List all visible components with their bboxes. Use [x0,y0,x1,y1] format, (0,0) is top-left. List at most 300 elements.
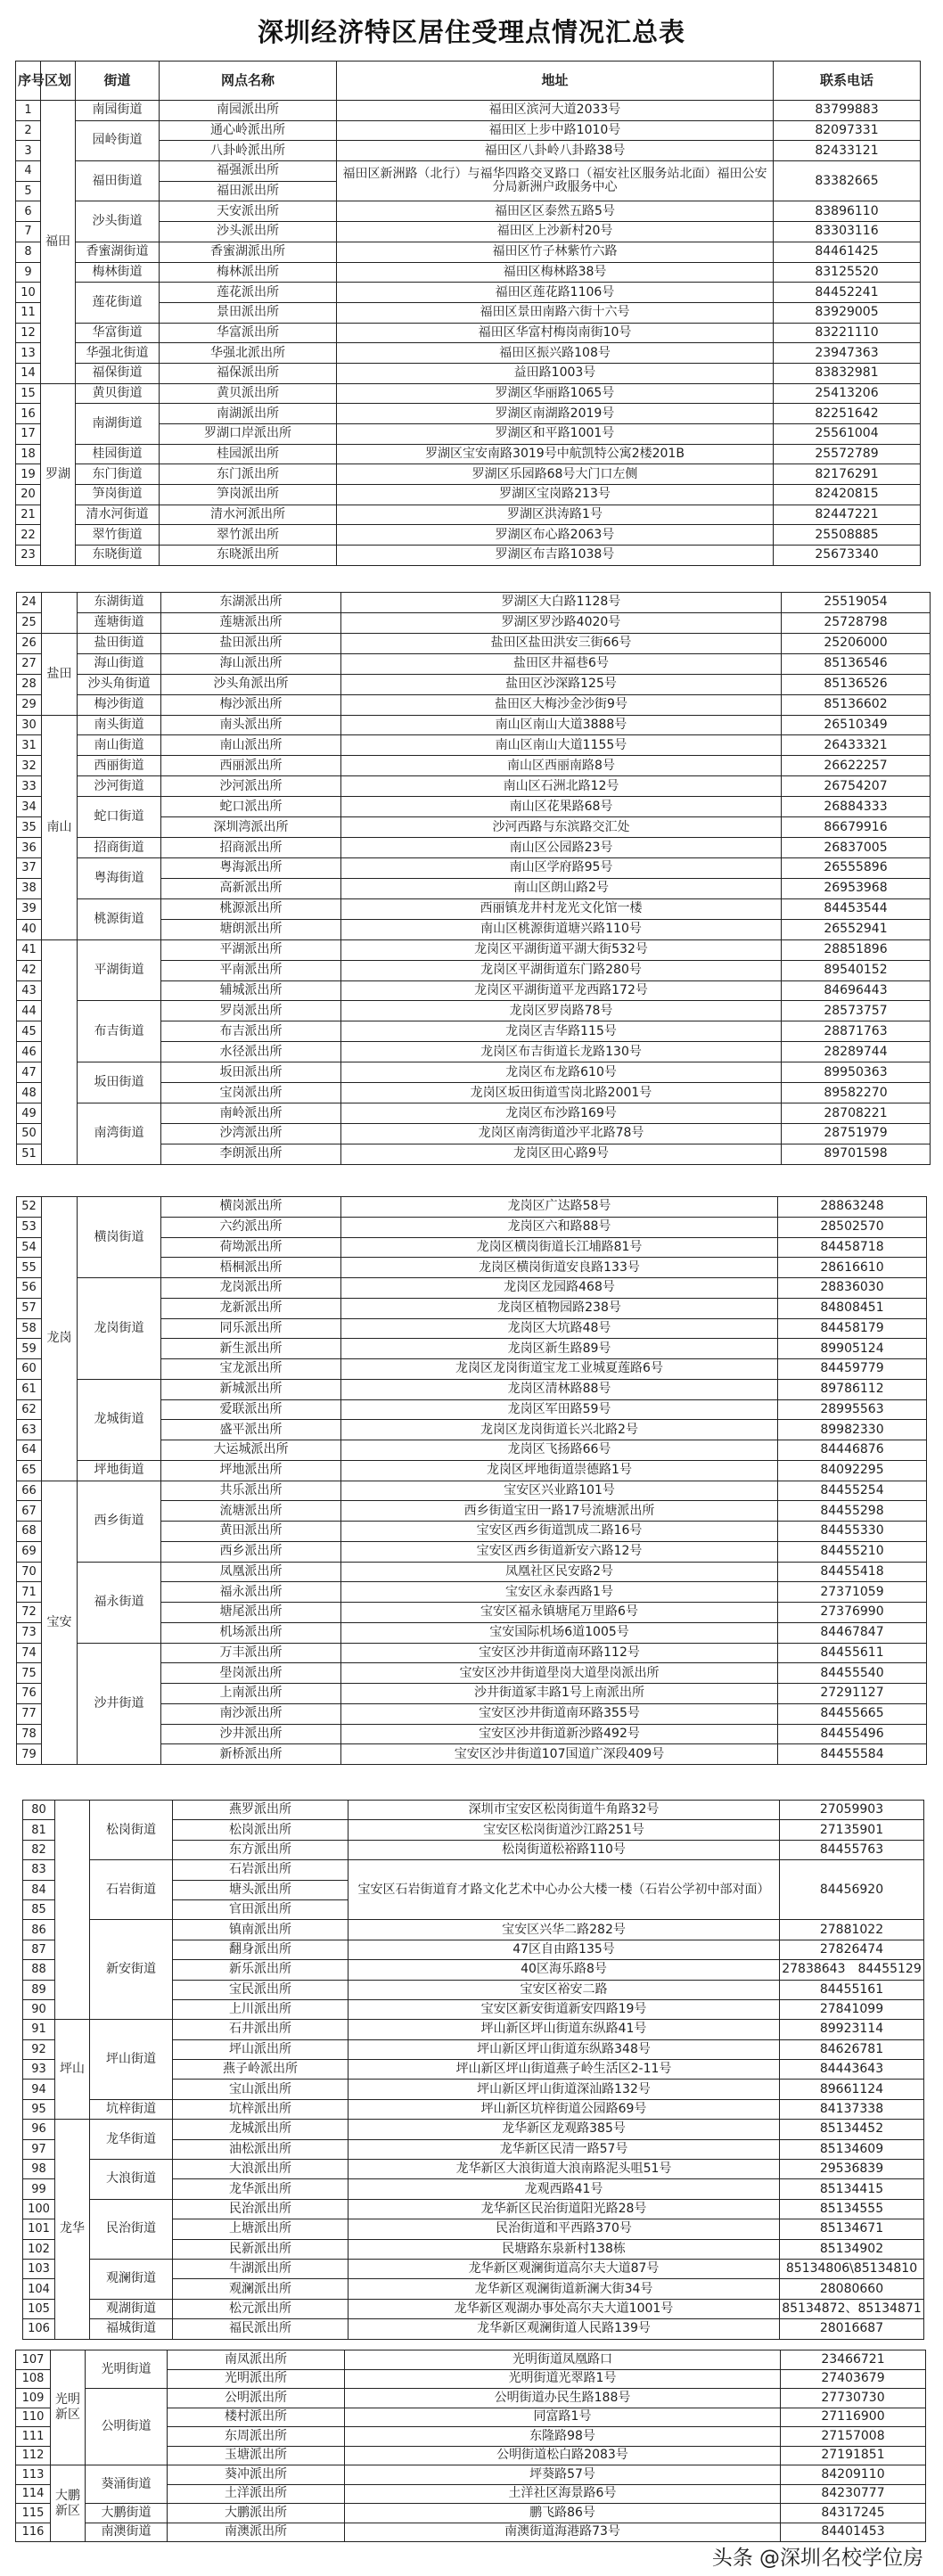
row-number: 73 [17,1622,42,1643]
station-name: 东晓派出所 [160,546,337,566]
row-number: 48 [17,1083,42,1103]
address-cell: 凤凰社区民安路2号 [341,1562,778,1582]
phone-cell: 85134555 [780,2199,924,2219]
station-name: 布吉派出所 [161,1021,341,1042]
district-cell: 南山 [42,715,78,939]
station-name: 清水河派出所 [160,505,337,525]
row-number: 25 [17,612,42,633]
row-number: 3 [16,141,41,161]
address-cell: 东隆路98号 [345,2427,781,2447]
station-name: 共乐派出所 [161,1481,341,1501]
address-cell: 南山区公园路23号 [341,838,782,858]
station-name: 坑梓派出所 [173,2099,348,2119]
phone-cell: 28616610 [778,1258,927,1278]
phone-cell: 84443643 [780,2060,924,2080]
table-header [16,62,921,101]
address-cell: 龙华新区大浪街道大浪南路泥头咀51号 [348,2160,780,2179]
station-name: 平湖派出所 [161,939,341,960]
address-cell: 民治街道和平西路370号 [348,2219,780,2239]
row-number: 105 [23,2299,55,2318]
address-cell: 龙岗区横岗街道安良路133号 [341,1258,778,1278]
phone-cell: 84452241 [774,283,921,303]
row-number: 24 [17,593,42,613]
table-row [16,201,921,222]
station-name: 东湖派出所 [161,593,341,613]
phone-cell: 26754207 [782,776,931,797]
address-cell: 龙岗区横岗街道长江埔路81号 [341,1237,778,1258]
table-row [17,756,931,776]
address-cell: 罗湖区南湖路2019号 [337,404,774,424]
address-cell: 龙华新区观澜街道高尔夫大道87号 [348,2259,780,2278]
address-cell: 龙岗区龙园路468号 [341,1278,778,1299]
street-cell: 南湖街道 [76,404,160,444]
row-number: 35 [17,817,42,838]
table-row [23,1801,924,1820]
district-cell: 坪山 [55,2020,90,2120]
table-row [16,505,921,525]
station-name: 大浪派出所 [173,2160,348,2179]
phone-cell: 86679916 [782,817,931,838]
station-name: 福永派出所 [161,1582,341,1603]
table-row [17,838,931,858]
street-cell: 笋岗街道 [76,485,160,505]
address-cell: 龙岗区南湾街道沙平北路78号 [341,1123,782,1144]
phone-cell: 28751979 [782,1123,931,1144]
row-number: 10 [16,283,41,303]
street-cell: 观澜街道 [90,2259,173,2299]
station-name: 万丰派出所 [161,1643,341,1663]
station-name: 龙华派出所 [173,2179,348,2199]
station-name: 高新派出所 [161,878,341,898]
street-cell: 南湾街道 [78,1103,161,1165]
address-cell: 坪山新区坪山街道燕子岭生活区2-11号 [348,2060,780,2080]
address-cell: 南山区石洲北路12号 [341,776,782,797]
row-number: 29 [17,694,42,715]
station-name: 龙岗派出所 [161,1278,341,1299]
street-cell: 华强北街道 [76,343,160,364]
address-cell: 宝安区永泰西路1号 [341,1582,778,1603]
table-row [23,1920,924,1940]
row-number: 22 [16,525,41,546]
station-name: 光明派出所 [168,2369,345,2389]
table-row [16,343,921,364]
row-number: 41 [17,939,42,960]
district-cell: 罗湖 [41,383,76,565]
address-cell: 龙岗区坂田街道雪岗北路2001号 [341,1083,782,1103]
phone-cell: 25728798 [782,612,931,633]
address-cell: 福田区莲花路1106号 [337,283,774,303]
district-cell [42,593,78,634]
row-number: 104 [23,2279,55,2299]
station-name: 李朗派出所 [161,1144,341,1164]
station-name: 油松派出所 [173,2139,348,2159]
address-cell: 龙岗区布吉街道长龙路130号 [341,1042,782,1062]
station-name: 东周派出所 [168,2427,345,2447]
row-number: 102 [23,2239,55,2259]
row-number: 74 [17,1643,42,1663]
row-number: 70 [17,1562,42,1582]
phone-cell: 84209110 [781,2465,926,2485]
street-cell: 南头街道 [78,715,161,735]
street-cell: 布吉街道 [78,1001,161,1062]
address-cell: 宝安区沙井街道壆岗大道壆岗派出所 [341,1663,778,1684]
address-cell: 宝安区西乡街道凯成二路16号 [341,1522,778,1542]
row-number: 23 [16,546,41,566]
street-cell: 香蜜湖街道 [76,242,160,262]
station-name: 八卦岭派出所 [160,141,337,161]
page-title: 深圳经济特区居住受理点情况汇总表 [257,17,685,47]
table-row [16,525,921,546]
phone-cell: 85136526 [782,674,931,694]
station-name: 横岗派出所 [161,1197,341,1218]
address-cell: 罗湖区华丽路1065号 [337,383,774,404]
row-number: 55 [17,1258,42,1278]
row-number: 69 [17,1541,42,1562]
station-name: 机场派出所 [161,1622,341,1643]
station-name: 梧桐派出所 [161,1258,341,1278]
station-name: 盛平派出所 [161,1420,341,1440]
row-number: 20 [16,485,41,505]
station-name: 平南派出所 [161,960,341,980]
station-name: 上川派出所 [173,1999,348,2019]
station-name: 新桥派出所 [161,1744,341,1765]
row-number: 107 [16,2350,51,2370]
street-cell: 坑梓街道 [90,2099,173,2119]
row-number: 64 [17,1440,42,1461]
table-section [15,61,921,566]
row-number: 65 [17,1460,42,1481]
street-cell: 粤海街道 [78,857,161,898]
street-cell: 梅林街道 [76,262,160,283]
table-row [23,1860,924,1880]
address-cell: 南山区南山大道3888号 [341,715,782,735]
street-cell: 西丽街道 [78,756,161,776]
phone-cell: 26837005 [782,838,931,858]
row-number: 7 [16,222,41,242]
row-number: 63 [17,1420,42,1440]
row-number: 52 [17,1197,42,1218]
row-number: 32 [17,756,42,776]
phone-cell: 89923114 [780,2020,924,2039]
station-name: 黄贝派出所 [160,383,337,404]
phone-cell: 84696443 [782,980,931,1001]
street-cell: 石岩街道 [90,1860,173,1920]
phone-cell: 27838643 84455129 [780,1960,924,1980]
address-cell: 沙井街道冢丰路1号上南派出所 [341,1684,778,1704]
address-cell: 龙岗区坪地街道崇德路1号 [341,1460,778,1481]
address-cell: 龙岗区清林路88号 [341,1379,778,1399]
station-name: 塘尾派出所 [161,1603,341,1623]
station-name: 凤凰派出所 [161,1562,341,1582]
row-number: 109 [16,2389,51,2408]
address-cell: 罗湖区和平路1001号 [337,424,774,445]
address-cell: 宝安区新安街道新安四路19号 [348,1999,780,2019]
row-number: 28 [17,674,42,694]
station-name: 香蜜湖派出所 [160,242,337,262]
header-tel: 联系电话 [774,62,921,101]
station-name: 燕罗派出所 [173,1801,348,1820]
phone-cell: 84455665 [778,1703,927,1724]
row-number: 62 [17,1399,42,1420]
street-cell: 民治街道 [90,2199,173,2259]
address-cell: 公明街道办民生路188号 [345,2389,781,2408]
address-cell: 鹏飞路86号 [345,2504,781,2523]
phone-cell: 83832981 [774,363,921,383]
row-number: 33 [17,776,42,797]
phone-cell: 85134872、85134871 [780,2299,924,2318]
address-cell: 龙华新区民治街道阳光路28号 [348,2199,780,2219]
phone-cell: 28080660 [780,2279,924,2299]
address-cell: 福田区滨河大道2033号 [337,101,774,121]
phone-cell: 84455161 [780,1980,924,1999]
phone-cell: 84626781 [780,2039,924,2059]
station-name: 莲花派出所 [160,283,337,303]
row-number: 50 [17,1123,42,1144]
row-number: 83 [23,1860,55,1880]
table-section [15,2350,926,2542]
phone-cell: 84455496 [778,1724,927,1744]
phone-cell: 84455763 [780,1840,924,1859]
district-cell: 大鹏新区 [51,2465,86,2542]
address-cell: 同富路1号 [345,2408,781,2427]
table-row [23,2160,924,2179]
street-cell: 南园街道 [76,101,160,121]
station-name: 沙头角派出所 [161,674,341,694]
phone-cell: 27376990 [778,1603,927,1623]
station-name: 福民派出所 [173,2319,348,2339]
table-row [23,2199,924,2219]
address-cell: 龙岗区田心路9号 [341,1144,782,1164]
station-name: 塘朗派出所 [161,919,341,939]
row-number: 89 [23,1980,55,1999]
station-name: 海山派出所 [161,653,341,674]
table-row [23,2099,924,2119]
table-row [17,612,931,633]
address-cell: 光明街道光翠路1号 [345,2369,781,2389]
station-name: 南岭派出所 [161,1103,341,1124]
station-name: 官田派出所 [173,1899,348,1919]
row-number: 5 [16,181,41,201]
station-name: 黄田派出所 [161,1522,341,1542]
phone-cell: 84456920 [780,1860,924,1920]
phone-cell: 83799883 [774,101,921,121]
phone-cell: 26884333 [782,797,931,817]
phone-cell: 28836030 [778,1278,927,1299]
street-cell: 海山街道 [78,653,161,674]
address-cell: 龙华新区龙观路385号 [348,2120,780,2139]
table-section [16,592,931,1165]
address-cell: 龙华新区观湖办事处高尔夫大道1001号 [348,2299,780,2318]
phone-cell: 89582270 [782,1083,931,1103]
row-number: 8 [16,242,41,262]
street-cell: 大鹏街道 [86,2504,168,2523]
address-cell: 宝安区西乡街道新安六路12号 [341,1541,778,1562]
phone-cell: 84808451 [778,1298,927,1318]
table-row [23,2020,924,2039]
row-number: 103 [23,2259,55,2278]
row-number: 13 [16,343,41,364]
phone-cell: 28708221 [782,1103,931,1124]
row-number: 4 [16,161,41,182]
phone-cell: 25206000 [782,633,931,653]
phone-cell: 85134671 [780,2219,924,2239]
station-name: 辅城派出所 [161,980,341,1001]
phone-cell: 83929005 [774,302,921,323]
row-number: 49 [17,1103,42,1124]
row-number: 43 [17,980,42,1001]
street-cell: 沙头角街道 [78,674,161,694]
address-cell: 福田区区泰然五路5号 [337,201,774,222]
street-cell: 南澳街道 [86,2523,168,2542]
station-name: 六约派出所 [161,1217,341,1237]
station-name: 爱联派出所 [161,1399,341,1420]
phone-cell: 89905124 [778,1339,927,1359]
row-number: 45 [17,1021,42,1042]
station-name: 莲塘派出所 [161,612,341,633]
phone-cell: 25561004 [774,424,921,445]
station-name: 罗湖口岸派出所 [160,424,337,445]
row-number: 80 [23,1801,55,1820]
phone-cell: 84455540 [778,1663,927,1684]
row-number: 38 [17,878,42,898]
table-row [16,2389,926,2408]
table-row [17,653,931,674]
table-row [23,2299,924,2318]
phone-cell: 27191851 [781,2446,926,2465]
row-number: 95 [23,2099,55,2119]
street-cell: 招商街道 [78,838,161,858]
phone-cell: 84137338 [780,2099,924,2119]
station-name: 沙湾派出所 [161,1123,341,1144]
station-name: 景田派出所 [160,302,337,323]
table-row [16,2350,926,2370]
address-cell: 龙岗区军田路59号 [341,1399,778,1420]
phone-cell: 84455584 [778,1744,927,1765]
street-cell: 福城街道 [90,2319,173,2339]
phone-cell: 82433121 [774,141,921,161]
address-cell: 宝安区裕安二路 [348,1980,780,1999]
station-name: 西乡派出所 [161,1541,341,1562]
row-number: 100 [23,2199,55,2219]
table-row [17,1643,927,1663]
row-number: 30 [17,715,42,735]
station-name: 南园派出所 [160,101,337,121]
station-name: 招商派出所 [161,838,341,858]
phone-cell: 82447221 [774,505,921,525]
row-number: 15 [16,383,41,404]
row-number: 81 [23,1820,55,1840]
row-number: 58 [17,1318,42,1339]
row-number: 96 [23,2120,55,2139]
address-cell: 福田区新洲路（北行）与福华四路交叉路口（福安社区服务站北面）福田公安分局新洲户政服务中心 [337,161,774,201]
row-number: 11 [16,302,41,323]
row-number: 86 [23,1920,55,1940]
street-cell: 东门街道 [76,464,160,485]
header-no: 序号 [16,62,41,101]
station-name: 龙新派出所 [161,1298,341,1318]
row-number: 87 [23,1940,55,1959]
station-name: 桂园派出所 [160,444,337,464]
address-cell: 龙岗区植物园路238号 [341,1298,778,1318]
address-cell: 龙岗区布龙路610号 [341,1062,782,1083]
phone-cell: 27841099 [780,1999,924,2019]
row-number: 116 [16,2523,51,2542]
address-cell: 福田区华富村梅岗南街10号 [337,323,774,343]
row-number: 71 [17,1582,42,1603]
table-row [17,1062,931,1083]
station-name: 罗岗派出所 [161,1001,341,1021]
address-cell: 宝安区沙井街道新沙路492号 [341,1724,778,1744]
station-name: 南湖派出所 [160,404,337,424]
header-street: 街道 [76,62,160,101]
street-cell: 新安街道 [90,1920,173,2020]
address-cell: 龙岗区新生路89号 [341,1339,778,1359]
phone-cell: 25519054 [782,593,931,613]
station-name: 蛇口派出所 [161,797,341,817]
street-cell: 福保街道 [76,363,160,383]
phone-cell: 28995563 [778,1399,927,1420]
table-row [16,444,921,464]
street-cell: 莲花街道 [76,283,160,323]
phone-cell: 84092295 [778,1460,927,1481]
header-addr: 地址 [337,62,774,101]
address-cell: 罗湖区布吉路1038号 [337,546,774,566]
row-number: 34 [17,797,42,817]
address-cell: 西丽镇龙井村龙光文化馆一楼 [341,898,782,919]
phone-cell: 82251642 [774,404,921,424]
station-name: 土洋派出所 [168,2484,345,2504]
table-row [17,674,931,694]
address-cell: 益田路1003号 [337,363,774,383]
phone-cell: 84455330 [778,1522,927,1542]
table-row [16,120,921,141]
table-row [23,2319,924,2339]
address-cell: 福田区振兴路108号 [337,343,774,364]
table-row [23,2120,924,2139]
phone-cell: 25572789 [774,444,921,464]
street-cell: 观湖街道 [90,2299,173,2318]
street-cell: 清水河街道 [76,505,160,525]
phone-cell: 82097331 [774,120,921,141]
address-cell: 深圳市宝安区松岗街道牛角路32号 [348,1801,780,1820]
phone-cell: 85136602 [782,694,931,715]
station-name: 宝民派出所 [173,1980,348,1999]
station-name: 翻身派出所 [173,1940,348,1959]
street-cell: 平湖街道 [78,939,161,1001]
row-number: 21 [16,505,41,525]
row-number: 60 [17,1359,42,1380]
address-cell: 罗湖区乐园路68号大门口左侧 [337,464,774,485]
phone-cell: 28863248 [778,1197,927,1218]
station-name: 大运城派出所 [161,1440,341,1461]
address-cell: 龙岗区龙岗街道宝龙工业城夏莲路6号 [341,1359,778,1380]
phone-cell: 83896110 [774,201,921,222]
phone-cell: 84453544 [782,898,931,919]
row-number: 85 [23,1899,55,1919]
station-name: 大鹏派出所 [168,2504,345,2523]
station-name: 宝岗派出所 [161,1083,341,1103]
district-cell: 福田 [41,101,76,384]
address-cell: 宝安区沙井街道南环路112号 [341,1643,778,1663]
address-cell: 龙岗区平湖街道平湖大街532号 [341,939,782,960]
street-cell: 莲塘街道 [78,612,161,633]
row-number: 91 [23,2020,55,2039]
address-cell: 盐田区大梅沙金沙街9号 [341,694,782,715]
station-name: 梅沙派出所 [161,694,341,715]
street-cell: 桂园街道 [76,444,160,464]
address-cell: 宝安区兴业路101号 [341,1481,778,1501]
street-cell: 松岗街道 [90,1801,173,1860]
